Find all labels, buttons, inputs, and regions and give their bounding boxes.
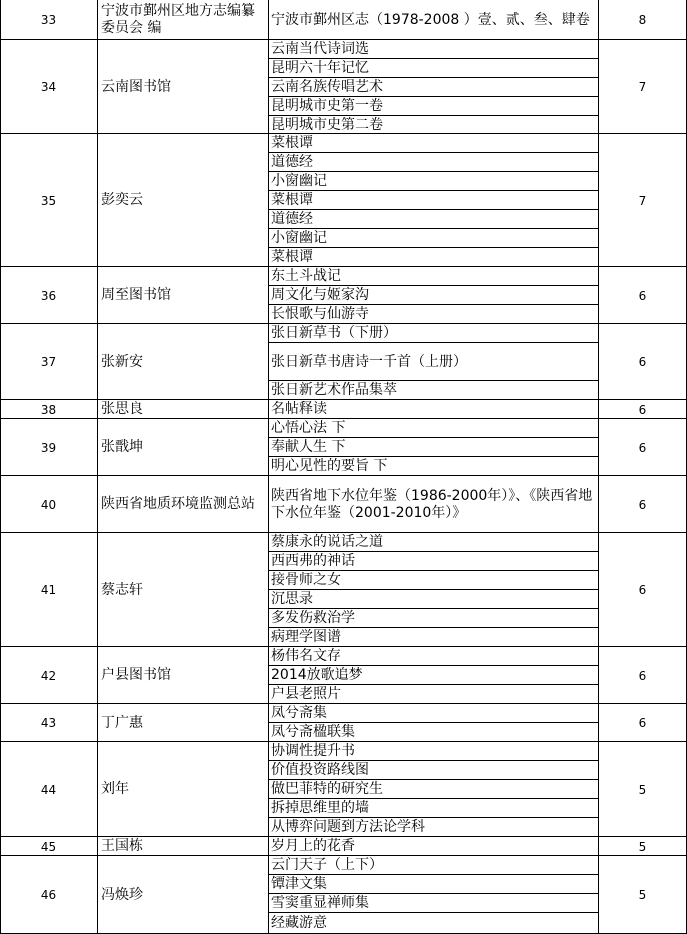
book-title: 户县老照片 <box>271 686 341 702</box>
book-title: 张日新草书唐诗一千首（上册） <box>271 353 467 370</box>
row-number: 38 <box>40 402 57 417</box>
book-title: 岁月上的花香 <box>271 838 355 854</box>
donor-name: 周至图书馆 <box>101 287 171 303</box>
quantity: 8 <box>638 13 647 27</box>
book-title: 云门天子（上下） <box>271 857 383 873</box>
donor-name: 王国栋 <box>101 838 143 854</box>
book-title: 道德经 <box>271 154 313 170</box>
row-number: 41 <box>40 583 57 597</box>
book-title: 从博弈问题到方法论学科 <box>271 819 425 835</box>
book-title: 拆掉思维里的墙 <box>271 800 369 816</box>
book-title: 雪窦重显禅师集 <box>271 895 369 911</box>
quantity: 6 <box>638 497 647 512</box>
donor-name: 刘年 <box>101 781 129 797</box>
book-title: 镡津文集 <box>271 876 327 892</box>
book-title: 菜根谭 <box>271 249 313 265</box>
book-title: 道德经 <box>271 211 313 227</box>
book-title: 长恨歌与仙游寺 <box>271 306 369 322</box>
row-number: 46 <box>40 888 57 902</box>
quantity: 6 <box>638 716 647 730</box>
row-number: 42 <box>40 668 57 683</box>
row-number: 36 <box>40 288 57 303</box>
book-title: 张日新草书（下册） <box>271 325 397 341</box>
book-title: 2014放歌追梦 <box>271 667 363 683</box>
book-title: 沉思录 <box>271 591 313 607</box>
book-title: 小窗幽记 <box>271 230 327 246</box>
book-title: 协调性提升书 <box>271 743 355 759</box>
book-title: 小窗幽记 <box>271 173 327 189</box>
book-title: 云南名族传唱艺术 <box>271 79 383 95</box>
book-title: 西西弗的神话 <box>271 553 355 569</box>
row-number: 39 <box>40 440 57 455</box>
row-number: 43 <box>40 716 57 730</box>
row-number: 40 <box>40 497 57 512</box>
quantity: 6 <box>638 402 647 417</box>
quantity: 6 <box>638 288 647 303</box>
book-title: 凤兮斋集 <box>271 705 327 721</box>
donor-name: 彭奕云 <box>101 192 143 208</box>
quantity: 5 <box>638 839 647 854</box>
donor-name: 宁波市鄞州区地方志编纂委员会 编 <box>101 3 255 36</box>
donor-name: 张思良 <box>101 401 143 417</box>
quantity: 6 <box>638 668 647 683</box>
donor-name: 丁广惠 <box>101 714 143 731</box>
row-number: 33 <box>40 13 57 27</box>
book-title: 杨伟名文存 <box>271 648 341 664</box>
donor-name: 蔡志轩 <box>101 581 143 598</box>
book-title: 做巴菲特的研究生 <box>271 781 383 797</box>
book-title: 病理学图谱 <box>271 629 341 645</box>
book-title: 接骨师之女 <box>271 572 341 588</box>
book-title: 明心见性的要旨 下 <box>271 458 388 474</box>
quantity: 6 <box>638 583 647 597</box>
row-number: 44 <box>40 782 57 797</box>
quantity: 7 <box>638 80 647 94</box>
row-number: 34 <box>40 80 57 94</box>
book-title: 昆明城市史第二卷 <box>271 116 383 133</box>
book-title: 周文化与姬家沟 <box>271 287 369 303</box>
book-title: 宁波市鄞州区志（1978-2008 ）壹、贰、叁、肆卷 <box>271 11 590 28</box>
quantity: 5 <box>638 782 647 797</box>
donor-name: 陕西省地质环境监测总站 <box>101 496 255 512</box>
book-title: 陕西省地下水位年鉴（1986-2000年）》、《陕西省地下水位年鉴（2001-2010年）》 <box>271 487 593 521</box>
book-title: 经藏游意 <box>271 915 327 931</box>
row-number: 45 <box>40 839 57 854</box>
quantity: 5 <box>638 888 647 902</box>
book-title: 凤兮斋楹联集 <box>271 724 355 740</box>
book-title: 多发伤救治学 <box>271 610 355 626</box>
row-number: 37 <box>40 355 57 369</box>
book-title: 奉献人生 下 <box>271 439 346 455</box>
book-title: 名帖释读 <box>271 401 327 417</box>
donor-name: 云南图书馆 <box>101 78 171 95</box>
quantity: 7 <box>638 193 647 208</box>
donor-name: 张新安 <box>101 353 143 370</box>
book-title: 云南当代诗词选 <box>271 41 369 57</box>
donor-name: 张戬坤 <box>101 439 143 455</box>
book-title: 蔡康永的说话之道 <box>271 534 383 550</box>
book-title: 张日新艺术作品集萃 <box>271 382 397 398</box>
book-title: 昆明城市史第一卷 <box>271 98 383 114</box>
book-title: 价值投资路线图 <box>271 762 369 778</box>
quantity: 6 <box>638 440 647 455</box>
donor-name: 冯焕珍 <box>101 886 143 903</box>
book-title: 东土斗战记 <box>271 268 341 284</box>
book-title: 菜根谭 <box>271 192 313 208</box>
row-number: 35 <box>40 193 57 208</box>
book-title: 菜根谭 <box>271 135 313 151</box>
donor-name: 户县图书馆 <box>101 667 171 683</box>
quantity: 6 <box>638 355 647 369</box>
book-title: 心悟心法 下 <box>271 420 346 436</box>
book-title: 昆明六十年记忆 <box>271 60 369 76</box>
